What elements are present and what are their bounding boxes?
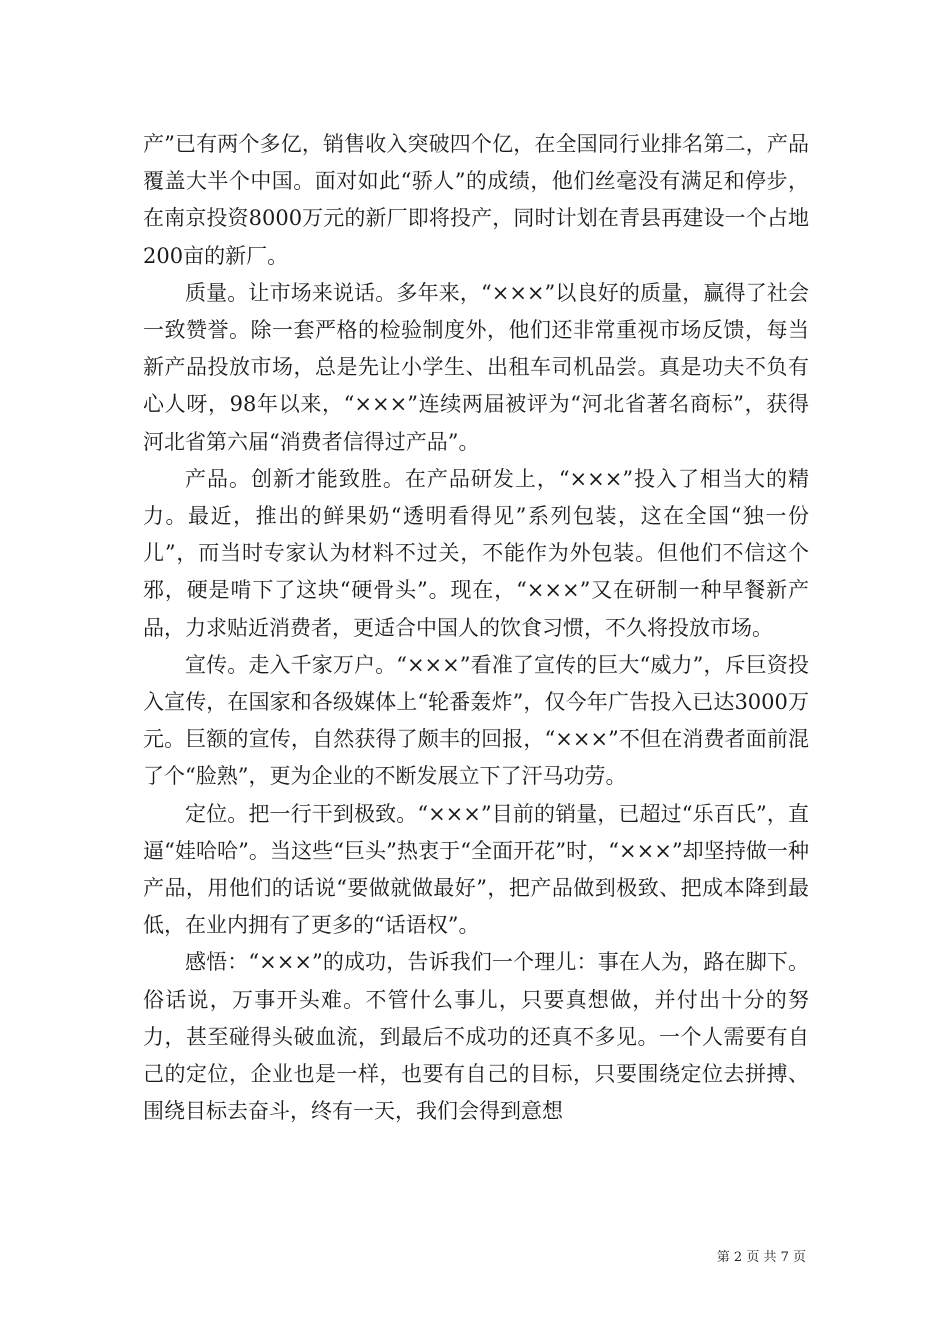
paragraph-promotion: 宣传。走入千家万户。“×××”看准了宣传的巨大“威力”，斥巨资投入宣传，在国家和各级媒体上“轮番轰炸”，仅今年广告投入已达3000万元。巨额的宣传，自然获得了颇丰的回报，“×××”不但在消费者面前混了个“脸熟”，更为企业的不断发展立下了汗马功劳。 xyxy=(143,652,809,789)
paragraph-quality: 质量。让市场来说话。多年来，“×××”以良好的质量，赢得了社会一致赞誉。除一套严格的检验制度外，他们还非常重视市场反馈，每当新产品投放市场，总是先让小学生、出租车司机品尝。真是功夫不负有心人呀，98年以来，“×××”连续两届被评为“河北省著名商标”，获得河北省第六届“消费者信得过产品”。 xyxy=(143,280,809,454)
paragraph-continuation: 产”已有两个多亿，销售收入突破四个亿，在全国同行业排名第二，产品覆盖大半个中国。面对如此“骄人”的成绩，他们丝毫没有满足和停步，在南京投资8000万元的新厂即将投产，同时计划在青县再建设一个占地200亩的新厂。 xyxy=(143,132,809,268)
body-text xyxy=(143,126,809,1130)
paragraph-positioning: 定位。把一行干到极致。“×××”目前的销量，已超过“乐百氏”，直逼“娃哈哈”。当这些“巨头”热衷于“全面开花”时，“×××”却坚持做一种产品，用他们的话说“要做就做最好”，把产品做到极致、把成本降到最低，在业内拥有了更多的“话语权”。 xyxy=(143,801,809,938)
paragraph-reflection: 感悟：“×××”的成功，告诉我们一个理儿：事在人为，路在脚下。俗话说，万事开头难。不管什么事儿，只要真想做，并付出十分的努力，甚至碰得头破血流，到最后不成功的还真不多见。一个人需要有自己的定位，企业也是一样，也要有自己的目标，只要围绕定位去拼搏、围绕目标去奋斗，终有一天，我们会得到意想 xyxy=(143,950,809,1124)
page-number-footer: 第 2 页 共 7 页 xyxy=(716,1250,806,1265)
paragraph-product: 产品。创新才能致胜。在产品研发上，“×××”投入了相当大的精力。最近，推出的鲜果奶“透明看得见”系列包装，这在全国“独一份儿”，而当时专家认为材料不过关，不能作为外包装。但他们不信这个邪，硬是啃下了这块“硬骨头”。现在，“×××”又在研制一种早餐新产品，力求贴近消费者，更适合中国人的饮食习惯，不久将投放市场。 xyxy=(143,466,809,640)
